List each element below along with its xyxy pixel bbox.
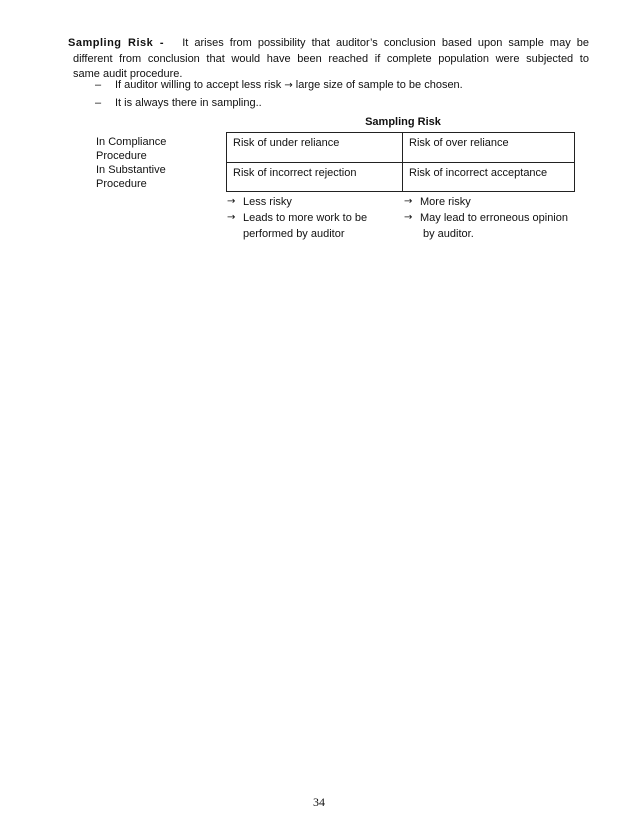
page-number: 34 — [313, 795, 325, 809]
paragraph-line-2: different from conclusion that would have been reached if complete population were subjected to — [73, 52, 589, 65]
list-item: → Less risky — [227, 196, 292, 208]
table-cell: Risk of under reliance — [227, 133, 403, 163]
arrow-icon: → — [284, 80, 293, 91]
row-label-compliance: In Compliance Procedure — [96, 136, 167, 162]
arrow-icon: → — [227, 196, 236, 207]
bullet-list — [95, 78, 463, 114]
table-title: Sampling Risk — [365, 116, 441, 128]
list-item: → Leads to more work to be performed by auditor — [227, 212, 368, 240]
paragraph-line-3: same audit procedure. — [73, 68, 183, 80]
table-cell: Risk of over reliance — [403, 133, 575, 163]
row-label-substantive: In Substantive Procedure — [96, 164, 166, 190]
table-cell: Risk of incorrect rejection — [227, 163, 403, 192]
table-cell: Risk of incorrect acceptance — [403, 163, 575, 192]
sampling-risk-paragraph — [68, 36, 589, 83]
bullet-item: – If auditor willing to accept less risk → large size of sample to be chosen. — [95, 79, 463, 91]
term-heading: Sampling Risk - — [68, 37, 165, 49]
table-row — [227, 163, 575, 192]
list-item: → More risky — [404, 196, 471, 208]
dash-marker: – — [95, 97, 102, 109]
paragraph-line-1: Sampling Risk - It arises from possibility that auditor’s conclusion based upon sample may be — [68, 37, 589, 49]
arrow-icon: → — [404, 196, 413, 207]
table-row — [227, 133, 575, 163]
arrow-icon: → — [404, 212, 413, 223]
sampling-risk-table — [226, 132, 575, 192]
arrow-icon: → — [227, 212, 236, 223]
left-consequences — [227, 194, 367, 242]
dash-marker: – — [95, 79, 102, 91]
bullet-item: – It is always there in sampling.. — [95, 97, 262, 109]
right-consequences — [404, 194, 568, 242]
list-item: → May lead to erroneous opinion by auditor. — [404, 212, 568, 240]
